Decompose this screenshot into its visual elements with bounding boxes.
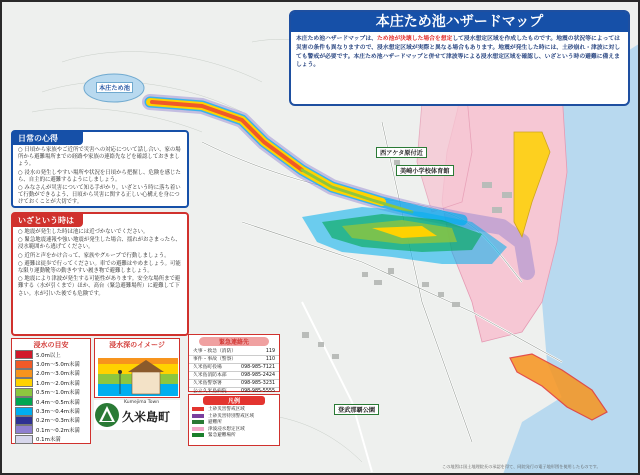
depth-swatch — [15, 350, 33, 359]
park-label: 登武那覇公園 — [334, 404, 379, 415]
daily-item: ○ 浸水の発生しやすい場所や状況を日頃から把握し、危険を感じたら、自主的に避難するようにしましょう。 — [18, 169, 181, 183]
depth-label: 3.0m〜5.0m未満 — [36, 362, 80, 369]
house-illustration — [98, 352, 178, 396]
daily-guidelines-panel — [11, 130, 189, 208]
description-text-rest: して浸水想定区域を作成したものです。地震の状況等によっては災害の条件も異なりますので、浸水想定区域が実際と異なる場合もあります。地震が発生した時には、土砂崩れ・津波に対しても警戒が必要です。本庄ため池ハザードマップと併せて津波等による浸水想定区域を確認し、いざという時の避難に備えましょう。 — [296, 36, 621, 69]
logo-panel — [94, 400, 180, 430]
symbol-label: 緊急避難場所 — [208, 433, 236, 439]
daily-item: ○ みなさんが災害について知る手がかり。いざという時に落ち着いて行動ができるよう、日頃から災害に関する正しい心構えを身につけておくことが大切です。 — [18, 185, 181, 206]
title-panel — [289, 10, 630, 106]
depth-swatch — [15, 397, 33, 406]
emergency-list — [13, 227, 187, 298]
symbol-swatch — [192, 433, 204, 437]
depth-swatch — [15, 435, 33, 444]
depth-legend-item — [15, 350, 90, 359]
emergency-item: ○ 緊急地震速報や強い地震が発生した場合、揺れがおさまったら、浸水範囲から逃げてください。 — [18, 237, 181, 251]
depth-legend-item — [15, 416, 90, 425]
contacts-heading: 緊急連絡先 — [199, 337, 269, 346]
symbol-label: 津波浸水想定区域 — [208, 426, 245, 432]
depth-label: 0.3m〜0.4m未満 — [36, 409, 80, 416]
emergency-item: ○ 地震が発生した時は池には近づかないでください。 — [18, 229, 149, 235]
symbol-swatch — [192, 414, 204, 418]
logo-english: Kumejima Town — [124, 400, 160, 405]
shelter-hall-label: 西アケタ原付近 — [376, 147, 427, 158]
depth-swatch — [15, 388, 33, 397]
depth-label: 0.2m〜0.3m未満 — [36, 418, 80, 425]
emergency-heading: いざという時は — [13, 214, 83, 227]
depth-legend-item — [15, 435, 90, 444]
depth-label: 5.0m以上 — [36, 352, 61, 359]
contact-tel[interactable]: 098-985-7121 — [241, 365, 275, 370]
contact-tel[interactable]: 098-985-2424 — [241, 373, 275, 378]
symbol-swatch — [192, 407, 204, 411]
depth-swatch — [15, 425, 33, 434]
symbol-swatch — [192, 420, 204, 424]
town-emblem-icon — [94, 402, 120, 428]
contact-tel[interactable]: 098-985-5555 — [241, 389, 275, 394]
daily-list — [13, 145, 187, 207]
map-credit: この地図は国土地理院長の承認を得て、同院発行の電子地形図を使用したものです。 — [442, 464, 601, 469]
contacts-rows — [189, 348, 279, 396]
symbols-rows — [189, 406, 279, 439]
depth-legend-item — [15, 425, 90, 434]
symbol-label: 避難所 — [208, 420, 222, 426]
depth-label: 2.0m〜3.0m未満 — [36, 371, 80, 378]
depth-swatch — [15, 407, 33, 416]
depth-image-illustration — [98, 352, 176, 396]
depth-swatch — [15, 369, 33, 378]
symbol-swatch — [192, 427, 204, 431]
emergency-item: ○ 近所と声をかけ合って、家族やグループで行動しましょう。 — [18, 252, 170, 259]
depth-swatch — [15, 360, 33, 369]
daily-item: ○ 日頃から家族やご近所で災害への対応について話し合い、家の場所から避難場所までの経路や家族の連絡先などを確認しておきましょう。 — [18, 147, 181, 168]
symbol-row — [189, 432, 279, 439]
emergency-panel — [11, 212, 189, 336]
depth-label: 0.1m未満 — [36, 437, 61, 444]
contact-tel[interactable]: 119 — [265, 349, 275, 354]
depth-swatch — [15, 378, 33, 387]
contact-tel[interactable]: 110 — [265, 357, 275, 362]
contact-name: 公立久米島病院 — [193, 389, 227, 394]
depth-legend-item — [15, 369, 90, 378]
contact-row — [189, 364, 279, 372]
contact-row — [189, 356, 279, 364]
depth-legend-heading: 浸水の目安 — [33, 341, 69, 349]
depth-swatch — [15, 416, 33, 425]
daily-heading: 日常の心得 — [13, 132, 83, 145]
emergency-item: ○ 地震により津波が発生する可能性があります。安全な場所まで避難する（水が引くまで）ほか、高台（緊急避難場所）に避難して下さい。水が引いた後でも危険です。 — [18, 276, 181, 297]
depth-label: 0.1m〜0.2m未満 — [36, 427, 80, 434]
depth-legend-item — [15, 359, 90, 368]
contact-tel[interactable]: 098-985-3231 — [241, 381, 275, 386]
depth-legend-item — [15, 406, 90, 415]
pond-label: 本庄ため池 — [96, 82, 133, 93]
symbol-label: 土砂災害警戒区域 — [208, 407, 245, 413]
logo-name: 久米島町 — [122, 410, 171, 424]
depth-label: 0.5m〜1.0m未満 — [36, 390, 80, 397]
contact-name: 事件・事故（警察） — [193, 357, 237, 362]
symbol-label: 土砂災害特別警戒区域 — [208, 413, 254, 419]
depth-legend-item — [15, 378, 90, 387]
description-text: 本庄ため池ハザードマップは、 — [296, 36, 377, 42]
depth-image-heading: 浸水深のイメージ — [109, 341, 165, 349]
contact-name: 火事・救急（消防） — [193, 349, 237, 354]
contact-name: 久米島町役場 — [193, 365, 222, 370]
description-highlight: ため池が決壊した場合を想定 — [376, 36, 453, 42]
depth-legend — [11, 338, 91, 444]
depth-legend-rows — [12, 350, 90, 444]
contacts-panel — [188, 334, 280, 392]
page-title: 本庄ため池ハザードマップ — [291, 12, 628, 32]
map-description — [291, 32, 628, 73]
emergency-item: ○ 避難は徒歩で行ってください。車での避難はやめましょう。可能な限り運動靴等の動きやすい履き物で避難しましょう。 — [18, 260, 181, 275]
depth-legend-item — [15, 397, 90, 406]
depth-label: 1.0m〜2.0m未満 — [36, 380, 80, 387]
depth-label: 0.4m〜0.5m未満 — [36, 399, 80, 406]
contact-name: 久米島警察署 — [193, 381, 222, 386]
contact-name: 久米島消防本部 — [193, 373, 227, 378]
depth-image-panel — [94, 338, 180, 398]
shelter-school-label: 美崎小学校体育館 — [396, 165, 454, 176]
contact-row — [189, 372, 279, 380]
depth-legend-item — [15, 388, 90, 397]
symbols-panel — [188, 394, 280, 446]
contact-row — [189, 380, 279, 388]
contact-row — [189, 348, 279, 356]
symbols-heading: 凡例 — [203, 396, 265, 405]
